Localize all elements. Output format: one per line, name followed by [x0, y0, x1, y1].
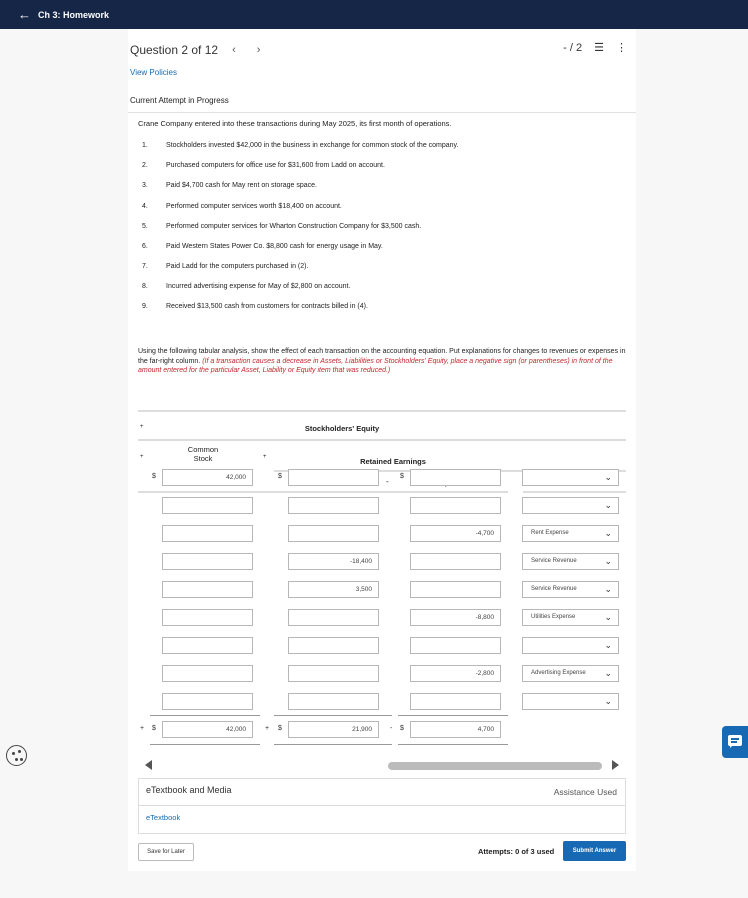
chevron-down-icon: ⌄ — [604, 556, 612, 566]
common-stock-input[interactable] — [162, 637, 253, 654]
instructions-note: (If a transaction causes a decrease in Assets, Liabilities or Stockholders' Equity, place a negative sign (or parentheses) in front of the amount entered for the particular Asset, Liability or Equity item that was reduced.) — [138, 357, 613, 374]
explanation-select[interactable]: Service Revenue ⌄ — [522, 553, 619, 570]
op-minus: - — [390, 725, 393, 732]
op-minus: - — [386, 477, 389, 486]
etextbook-title[interactable]: eTextbook and Media — [146, 785, 232, 795]
scroll-left-icon[interactable] — [145, 760, 152, 770]
explanation-select[interactable]: Utilities Expense ⌄ — [522, 609, 619, 626]
expenses-input[interactable] — [410, 581, 501, 598]
revenues-input[interactable] — [288, 665, 379, 682]
header-rule — [523, 491, 626, 493]
save-for-later-button[interactable]: Save for Later — [138, 843, 194, 861]
common-stock-input[interactable] — [162, 525, 253, 542]
revenues-input[interactable] — [288, 525, 379, 542]
revenues-input[interactable] — [288, 609, 379, 626]
expenses-input[interactable]: -8,800 — [410, 609, 501, 626]
explanation-select[interactable] — [522, 497, 619, 514]
expenses-input[interactable]: -2,800 — [410, 665, 501, 682]
revenues-input[interactable] — [288, 637, 379, 654]
revenues-input[interactable]: 3,500 — [288, 581, 379, 598]
chevron-down-icon: ⌄ — [604, 668, 612, 678]
revenues-total[interactable]: 21,900 — [288, 721, 379, 738]
back-arrow-icon[interactable]: ← — [18, 7, 31, 22]
chevron-down-icon: ⌄ — [604, 612, 612, 622]
expenses-total[interactable]: 4,700 — [410, 721, 501, 738]
common-stock-input[interactable] — [162, 609, 253, 626]
question-header — [130, 41, 635, 59]
common-stock-total[interactable]: 42,000 — [162, 721, 253, 738]
common-stock-input[interactable]: 42,000 — [162, 469, 253, 486]
dollar-sign: $ — [400, 473, 404, 480]
chevron-down-icon: ⌄ — [604, 640, 612, 650]
header-rule — [138, 439, 626, 441]
explanation-select[interactable] — [522, 469, 619, 486]
explanation-select[interactable] — [522, 637, 619, 654]
divider — [128, 112, 636, 113]
cookie-icon[interactable] — [6, 745, 27, 766]
common-stock-input[interactable] — [162, 581, 253, 598]
explanation-select[interactable] — [522, 693, 619, 710]
divider — [139, 805, 625, 806]
expenses-input[interactable] — [410, 693, 501, 710]
op-plus: + — [265, 725, 270, 732]
attempts-count: Attempts: 0 of 3 used — [478, 847, 555, 856]
dollar-sign: $ — [278, 473, 282, 480]
question-list-icon[interactable]: ☰ — [594, 42, 604, 54]
expenses-input[interactable] — [410, 497, 501, 514]
dollar-sign: $ — [152, 725, 156, 732]
horizontal-scrollbar[interactable] — [388, 762, 602, 770]
dollar-sign: $ — [152, 473, 156, 480]
op-plus: + — [263, 454, 267, 460]
chevron-down-icon: ⌄ — [604, 528, 612, 538]
op-plus: + — [140, 725, 145, 732]
common-stock-header: Common Stock — [187, 445, 219, 463]
submit-answer-button[interactable]: Submit Answer — [563, 841, 626, 861]
chat-icon[interactable] — [722, 726, 748, 758]
common-stock-input[interactable] — [162, 497, 253, 514]
common-stock-input[interactable] — [162, 665, 253, 682]
chevron-down-icon: ⌄ — [604, 696, 612, 706]
assistance-used: Assistance Used — [553, 787, 617, 797]
attempt-status: Current Attempt in Progress — [130, 96, 229, 105]
next-question-icon[interactable]: › — [256, 44, 261, 56]
header-rule — [138, 410, 626, 412]
op-plus: + — [140, 454, 144, 460]
explanation-select[interactable]: Service Revenue ⌄ — [522, 581, 619, 598]
more-options-icon[interactable]: ⋮ — [616, 42, 627, 54]
stockholders-equity-header: Stockholders' Equity — [304, 424, 380, 433]
retained-earnings-header: Retained Earnings — [360, 457, 426, 466]
top-bar — [0, 0, 748, 29]
question-intro: Crane Company entered into these transactions during May 2025, its first month of operations. — [138, 119, 452, 128]
total-rule — [150, 744, 260, 745]
total-rule — [398, 715, 508, 716]
common-stock-input[interactable] — [162, 693, 253, 710]
instructions: Using the following tabular analysis, show the effect of each transaction on the accounting equation. Put explanations for changes to revenues or expenses in the far-right column. (If a transaction causes a decrease in Assets, Liabilities or Stockholders' Equity, place a negative sign (or parentheses) in front of the amount entered for the particular Asset, Liability or Equity item that was reduced.) — [138, 348, 626, 374]
expenses-input[interactable] — [410, 553, 501, 570]
op-plus: + — [140, 424, 144, 430]
question-panel: Question 2 of 12 ‹ › - / 2 ☰ ⋮ View Policies Current Attempt in Progress Crane Company entered into these transactions during May 2025, its first month of operations. 1. Stockholders invested $42,000 in the business in exchange for common stock of the company. 2. Purchased computers for office use for $31,600 from Ladd on account. 3. Paid $4,700 cash for May rent on storage space. 4. Performed computer services worth $18,400 on account. 5. Performed computer services for Wharton Construction Company for $3,500 cash. 6. Paid Western States Power Co. $8,800 cash for energy usage in May. 7. Paid Ladd for the computers purchased in (2). 8. Incurred advertising expense for May of $2,800 on account. 9. Received $13,500 cash from customers for contracts billed in (4). Using the following tabular analysis, show the effect of each transaction on the accounting equation. Put explanations for changes to revenues or expenses in the far-right column. (If a transaction causes a decrease in Assets, Liabilities or Stockholders' Equity, place a negative sign (or parentheses) in front of the amount entered for the particular Asset, Liability or Equity item that was reduced.) + Stockholders' Equity + Common Stock + Retained Earnings - $ $ $ 42,000 ⌄ ⌄ -4,700 Rent Expense ⌄ -18,400 Service Revenue ⌄ 3,500 Service Revenue ⌄ -8,800 Utilities Expense ⌄ ⌄ -2,800 Advertising Expense ⌄ ⌄ + $ 42,000 + $ 21,900 - $ 4,700 eTextbook and Media Assistance Used eTextbook Save for Later Attempts: 0 of 3 used Submit Answer — [128, 29, 636, 871]
etextbook-link[interactable]: eTextbook — [146, 813, 181, 822]
total-rule — [274, 744, 392, 745]
etextbook-panel — [138, 778, 626, 834]
chevron-down-icon: ⌄ — [604, 472, 612, 482]
revenues-input[interactable]: -18,400 — [288, 553, 379, 570]
chevron-down-icon: ⌄ — [604, 500, 612, 510]
chevron-down-icon: ⌄ — [604, 584, 612, 594]
expenses-input[interactable] — [410, 637, 501, 654]
view-policies-link[interactable]: View Policies — [130, 68, 177, 77]
header-rule — [138, 491, 508, 493]
question-label: Question 2 of 12 — [130, 43, 219, 57]
total-rule — [274, 715, 392, 716]
dollar-sign: $ — [278, 725, 282, 732]
total-rule — [150, 715, 260, 716]
expenses-input[interactable] — [410, 469, 501, 486]
score-display: - / 2 — [563, 41, 583, 54]
revenues-input[interactable] — [288, 469, 379, 486]
total-rule — [398, 744, 508, 745]
revenues-input[interactable] — [288, 693, 379, 710]
expenses-input[interactable]: -4,700 — [410, 525, 501, 542]
revenues-input[interactable] — [288, 497, 379, 514]
common-stock-input[interactable] — [162, 553, 253, 570]
scroll-right-icon[interactable] — [612, 760, 619, 770]
dollar-sign: $ — [400, 725, 404, 732]
explanation-select[interactable]: Advertising Expense ⌄ — [522, 665, 619, 682]
explanation-select[interactable]: Rent Expense ⌄ — [522, 525, 619, 542]
assignment-title[interactable]: Ch 3: Homework — [38, 9, 110, 20]
prev-question-icon[interactable]: ‹ — [232, 44, 236, 56]
